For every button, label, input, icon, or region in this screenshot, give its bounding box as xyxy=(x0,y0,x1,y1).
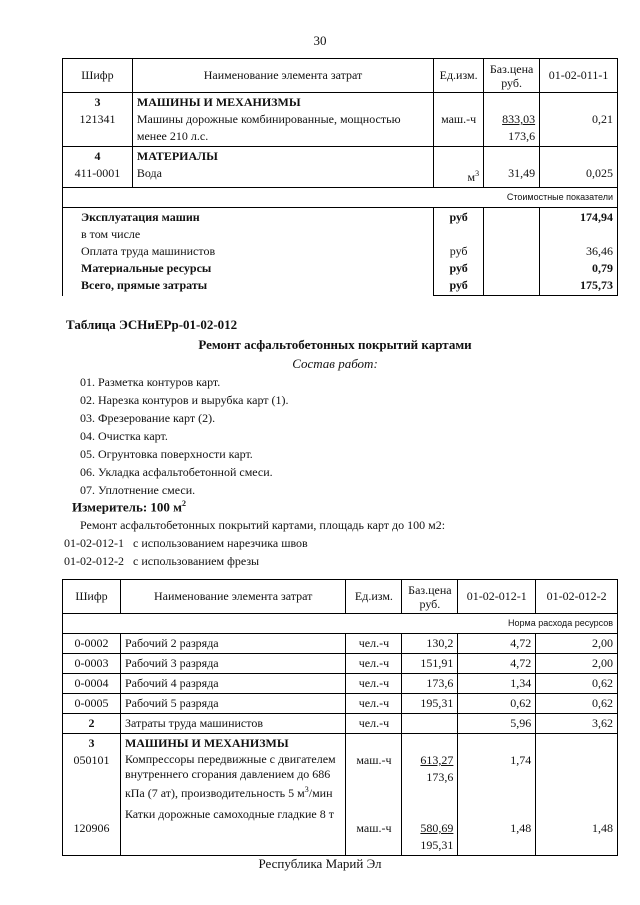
resource-name: МАШИНЫ И МЕХАНИЗМЫ Машины дорожные комбинированные, мощностью менее 210 л.с. xyxy=(132,93,433,147)
table-row xyxy=(63,734,618,856)
works-list xyxy=(80,373,289,499)
header-price: Баз.цена руб. xyxy=(484,59,540,93)
description: Ремонт асфальтобетонных покрытий картами, площадь карт до 100 м2: xyxy=(80,518,446,532)
resource-table-011 xyxy=(62,58,618,296)
table-row: 2 Затраты труда машинистов чел.-ч 5,96 3,62 xyxy=(63,714,618,734)
work-item: 02. Нарезка контуров и вырубка карт (1). xyxy=(80,393,289,407)
header-col2: 01-02-012-2 xyxy=(536,580,618,614)
work-item: 03. Фрезерование карт (2). xyxy=(80,411,216,425)
work-item: 07. Уплотнение смеси. xyxy=(80,483,196,497)
table-row: 0-0003 Рабочий 3 разряда чел.-ч 151,91 4,72 2,00 xyxy=(63,654,618,674)
work-item: 01. Разметка контуров карт. xyxy=(80,375,221,389)
variant-2: 01-02-012-2 с использованием фрезы xyxy=(64,554,260,568)
header-col1: 01-02-012-1 xyxy=(458,580,536,614)
header-name: Наименование элемента затрат xyxy=(132,59,433,93)
page-number: 30 xyxy=(313,33,327,48)
machines-name: МАШИНЫ И МЕХАНИЗМЫ Компрессоры передвижные с двигателем внутреннего сгорания давлением до 686 кПа (7 ат), производительность 5 $м^3$/мин Катки дорожные самоходные гладкие 8 т xyxy=(120,734,346,856)
header-col1: 01-02-011-1 xyxy=(540,59,618,93)
section-number: 4 411-0001 xyxy=(63,147,133,188)
table-row: 0-0004 Рабочий 4 разряда чел.-ч 173,6 1,34 0,62 xyxy=(63,674,618,694)
work-item: 05. Огрунтовка поверхности карт. xyxy=(80,447,253,461)
resource-price: 31,49 xyxy=(484,147,540,188)
cost-indicators-header: Стоимостные показатели xyxy=(63,188,618,208)
resource-table-012 xyxy=(62,579,618,856)
section-number: 3 121341 xyxy=(63,93,133,147)
work-item: 04. Очистка карт. xyxy=(80,429,168,443)
header-unit: Ед.изм. xyxy=(434,59,484,93)
table-label: Таблица ЭСНиЕРр-01-02-012 xyxy=(66,317,238,332)
machines-v2: 1,48 xyxy=(536,734,618,856)
machines-price: 613,27 173,6 580,69 195,31 xyxy=(402,734,458,856)
machines-v1: 1,74 1,48 xyxy=(458,734,536,856)
summary-name: Эксплуатация машин в том числе Оплата труда машинистов Материальные ресурсы Всего, прямые затраты xyxy=(63,208,434,296)
resource-price: 833,03 173,6 xyxy=(484,93,540,147)
header-code: Шифр xyxy=(63,580,121,614)
machines-unit: маш.-ч маш.-ч xyxy=(346,734,402,856)
header-code: Шифр xyxy=(63,59,133,93)
meter: Измеритель: 100 $м^2$ xyxy=(72,499,187,515)
work-item: 06. Укладка асфальтобетонной смеси. xyxy=(80,465,273,479)
table-row: 0-0005 Рабочий 5 разряда чел.-ч 195,31 0,62 0,62 xyxy=(63,694,618,714)
summary-unit: руб руб руб руб xyxy=(434,208,484,296)
resource-value: 0,21 xyxy=(540,93,618,147)
variant-1: 01-02-012-1 с использованием нарезчика швов xyxy=(64,536,308,550)
header-name: Наименование элемента затрат xyxy=(120,580,346,614)
resource-unit: $м^3$ xyxy=(434,147,484,188)
resource-value: 0,025 xyxy=(540,147,618,188)
machines-code: 3 050101 120906 xyxy=(63,734,121,856)
header-price: Баз.цена руб. xyxy=(402,580,458,614)
section-title: Ремонт асфальтобетонных покрытий картами xyxy=(198,337,472,352)
table-row: 0-0002 Рабочий 2 разряда чел.-ч 130,2 4,72 2,00 xyxy=(63,634,618,654)
resource-name: МАТЕРИАЛЫ Вода xyxy=(132,147,433,188)
footer-region: Республика Марий Эл xyxy=(258,856,382,871)
header-unit: Ед.изм. xyxy=(346,580,402,614)
resource-unit: маш.-ч xyxy=(434,93,484,147)
works-label: Состав работ: xyxy=(292,356,378,371)
norm-header: Норма расхода ресурсов xyxy=(63,614,618,634)
summary-value: 174,94 36,46 0,79 175,73 xyxy=(540,208,618,296)
